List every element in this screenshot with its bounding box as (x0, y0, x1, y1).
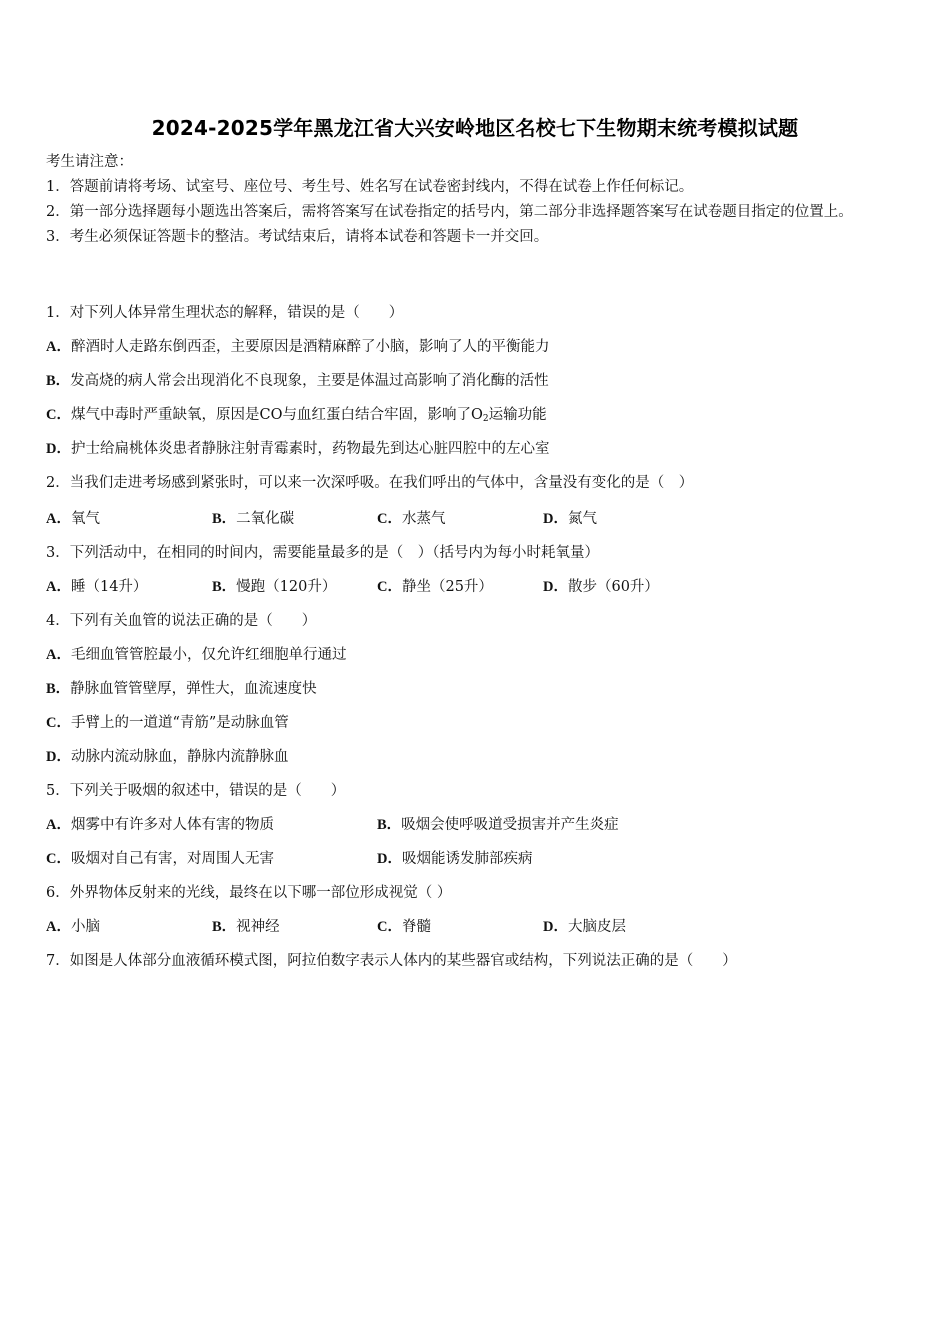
option-text: 醉酒时人走路东倒西歪，主要原因是酒精麻醉了小脑，影响了人的平衡能力 (70, 339, 550, 355)
answer-option[interactable] (212, 915, 280, 936)
option-label: C． (377, 511, 402, 527)
answer-option[interactable] (377, 575, 493, 596)
answer-option[interactable] (46, 847, 274, 868)
answer-option[interactable] (212, 575, 336, 596)
option-text: 毛细血管管腔最小，仅允许红细胞单行通过 (70, 647, 347, 663)
formula-o2: $O_2$ (470, 407, 489, 424)
option-label: B． (46, 681, 71, 697)
notice-heading: 考生请注意： (46, 154, 133, 170)
notice-item: 3．考生必须保证答题卡的整洁。考试结束后，请将本试卷和答题卡一并交回。 (46, 229, 549, 245)
option-text: 视神经 (236, 919, 280, 935)
option-label: A． (46, 817, 71, 833)
document-title: 2024-2025学年黑龙江省大兴安岭地区名校七下生物期末统考模拟试题 (151, 116, 799, 140)
answer-option[interactable] (46, 437, 549, 458)
option-label: D． (543, 919, 568, 935)
question-stem: 2．当我们走进考场感到紧张时，可以来一次深呼吸。在我们呼出的气体中，含量没有变化的是（ ） (46, 475, 694, 491)
option-label: D． (543, 511, 568, 527)
question-stem: 7．如图是人体部分血液循环模式图，阿拉伯数字表示人体内的某些器官或结构，下列说法正确的是（ ） (46, 953, 737, 969)
option-text: 脊髓 (401, 919, 431, 935)
option-label: B． (212, 579, 237, 595)
notice-item: 1．答题前请将考场、试室号、座位号、考生号、姓名写在试卷密封线内，不得在试卷上作任何标记。 (46, 179, 694, 195)
option-text: 慢跑（120升） (236, 579, 337, 595)
option-label: A． (46, 511, 71, 527)
notice-item: 2．第一部分选择题每小题选出答案后，需将答案写在试卷指定的括号内，第二部分非选择题答案写在试卷题目指定的位置上。 (46, 204, 853, 220)
option-label: D． (377, 851, 402, 867)
option-text: 睡（14升） (70, 579, 148, 595)
option-text: 手臂上的一道道“青筋”是动脉血管 (70, 715, 289, 731)
answer-option[interactable] (543, 575, 659, 596)
answer-option[interactable] (212, 507, 294, 528)
option-label: B． (46, 373, 71, 389)
option-text: 氮气 (567, 511, 597, 527)
question-stem: 5．下列关于吸烟的叙述中，错误的是（ ） (46, 783, 346, 799)
option-label: C． (377, 919, 402, 935)
option-label: C． (377, 579, 402, 595)
answer-option[interactable] (46, 677, 317, 698)
answer-option[interactable] (46, 643, 346, 664)
answer-option[interactable] (46, 915, 100, 936)
answer-option[interactable] (46, 369, 549, 390)
answer-option[interactable] (46, 745, 288, 766)
option-label: A． (46, 579, 71, 595)
question-stem: 1．对下列人体异常生理状态的解释，错误的是（ ） (46, 305, 404, 321)
option-text: 烟雾中有许多对人体有害的物质 (70, 817, 274, 833)
option-text: 小脑 (70, 919, 100, 935)
option-label: B． (377, 817, 402, 833)
option-text: 散步（60升） (567, 579, 659, 595)
option-text: 发高烧的病人常会出现消化不良现象，主要是体温过高影响了消化酶的活性 (70, 373, 549, 389)
option-label: A． (46, 647, 71, 663)
question-stem: 6．外界物体反射来的光线，最终在以下哪一部位形成视觉（ ） (46, 885, 452, 901)
answer-option[interactable] (46, 813, 274, 834)
answer-option[interactable] (377, 813, 619, 834)
option-text: 氧气 (70, 511, 100, 527)
option-text: 护士给扁桃体炎患者静脉注射青霉素时，药物最先到达心脏四腔中的左心室 (70, 441, 550, 457)
option-label: D． (46, 441, 71, 457)
answer-option[interactable] (46, 575, 147, 596)
option-text: 二氧化碳 (236, 511, 295, 527)
answer-option[interactable] (377, 507, 445, 528)
option-text: 动脉内流动脉血，静脉内流静脉血 (70, 749, 289, 765)
question-stem: 3．下列活动中，在相同的时间内，需要能量最多的是（ ）（括号内为每小时耗氧量） (46, 545, 599, 561)
option-label: B． (212, 919, 237, 935)
notice-block (46, 150, 904, 250)
answer-option[interactable] (377, 847, 532, 868)
option-label: B． (212, 511, 237, 527)
option-label: C． (46, 715, 71, 731)
option-text: 大脑皮层 (567, 919, 626, 935)
option-text: 吸烟会使呼吸道受损害并产生炎症 (401, 817, 619, 833)
answer-option[interactable] (46, 711, 289, 732)
option-text: 静脉血管管壁厚，弹性大，血流速度快 (70, 681, 317, 697)
option-label: C． (46, 851, 71, 867)
option-text: 煤气中毒时严重缺氧，原因是CO与血红蛋白结合牢固，影响了 (70, 407, 471, 423)
option-label: A． (46, 339, 71, 355)
answer-option[interactable] (377, 915, 431, 936)
option-label: C． (46, 407, 71, 423)
option-text: 水蒸气 (401, 511, 446, 527)
option-label: A． (46, 919, 71, 935)
option-text: 静坐（25升） (401, 579, 493, 595)
option-text-continued: 运输功能 (488, 407, 547, 423)
answer-option[interactable] (46, 335, 549, 356)
answer-option[interactable] (46, 403, 547, 424)
answer-option[interactable] (46, 507, 100, 528)
option-label: D． (46, 749, 71, 765)
option-label: D． (543, 579, 568, 595)
answer-option[interactable] (543, 507, 597, 528)
option-text: 吸烟对自己有害，对周围人无害 (70, 851, 274, 867)
answer-option[interactable] (543, 915, 626, 936)
question-stem: 4．下列有关血管的说法正确的是（ ） (46, 613, 317, 629)
option-text: 吸烟能诱发肺部疾病 (401, 851, 533, 867)
